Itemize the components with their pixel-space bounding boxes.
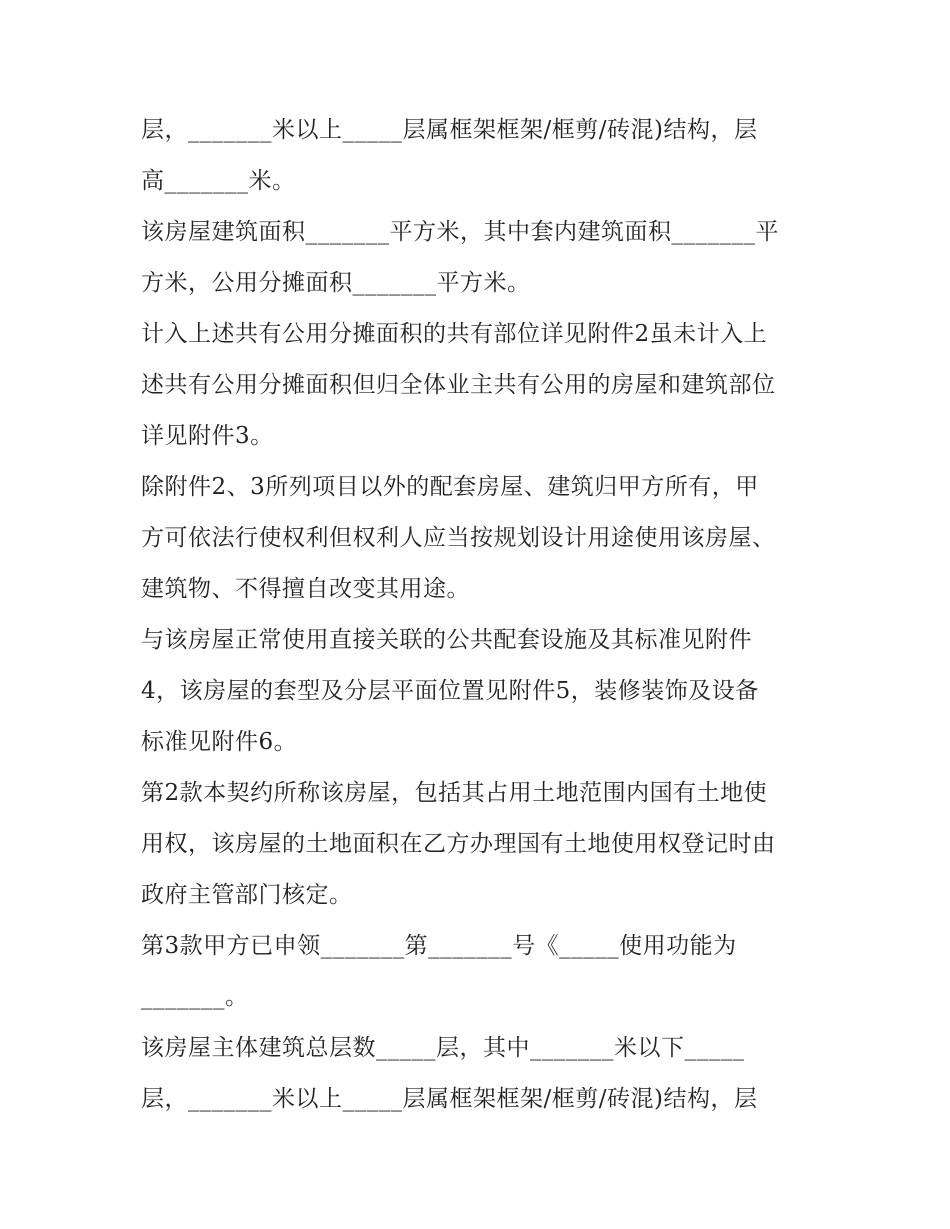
text-line: 第3款甲方已申领_______第_______号《_____使用功能为	[141, 933, 737, 959]
text-line: 政府主管部门核定。	[141, 882, 353, 908]
text-line: 该房屋主体建筑总层数_____层，其中_______米以下_____	[141, 1035, 745, 1061]
text-line: 与该房屋正常使用直接关联的公共配套设施及其标准见附件	[141, 627, 752, 653]
text-line: 4，该房屋的套型及分层平面位置见附件5，装修装饰及设备	[141, 678, 759, 704]
text-line: 述共有公用分摊面积但归全体业主共有公用的房屋和建筑部位	[141, 372, 776, 398]
text-line: 详见附件3。	[141, 423, 274, 449]
text-line: 方可依法行使权利但权利人应当按规划设计用途使用该房屋、	[141, 525, 776, 551]
text-line: 除附件2、3所列项目以外的配套房屋、建筑归甲方所有，甲	[141, 474, 759, 500]
text-line: 方米，公用分摊面积_______平方米。	[141, 270, 531, 296]
text-line: 高_______米。	[141, 168, 296, 194]
text-line: 计入上述共有公用分摊面积的共有部位详见附件2虽未计入上	[141, 321, 768, 347]
text-line: 用权，该房屋的土地面积在乙方办理国有土地使用权登记时由	[141, 831, 776, 857]
text-line: 建筑物、不得擅自改变其用途。	[141, 576, 470, 602]
text-line: 标准见附件6。	[141, 729, 298, 755]
text-line: 第2款本契约所称该房屋，包括其占用土地范围内国有土地使	[141, 780, 768, 806]
text-line: 该房屋建筑面积_______平方米，其中套内建筑面积_______平	[141, 219, 779, 245]
text-line: _______。	[141, 984, 249, 1010]
text-line: 层，_______米以上_____层属框架框架/框剪/砖混)结构，层	[141, 117, 758, 143]
text-line: 层，_______米以上_____层属框架框架/框剪/砖混)结构，层	[141, 1086, 758, 1112]
